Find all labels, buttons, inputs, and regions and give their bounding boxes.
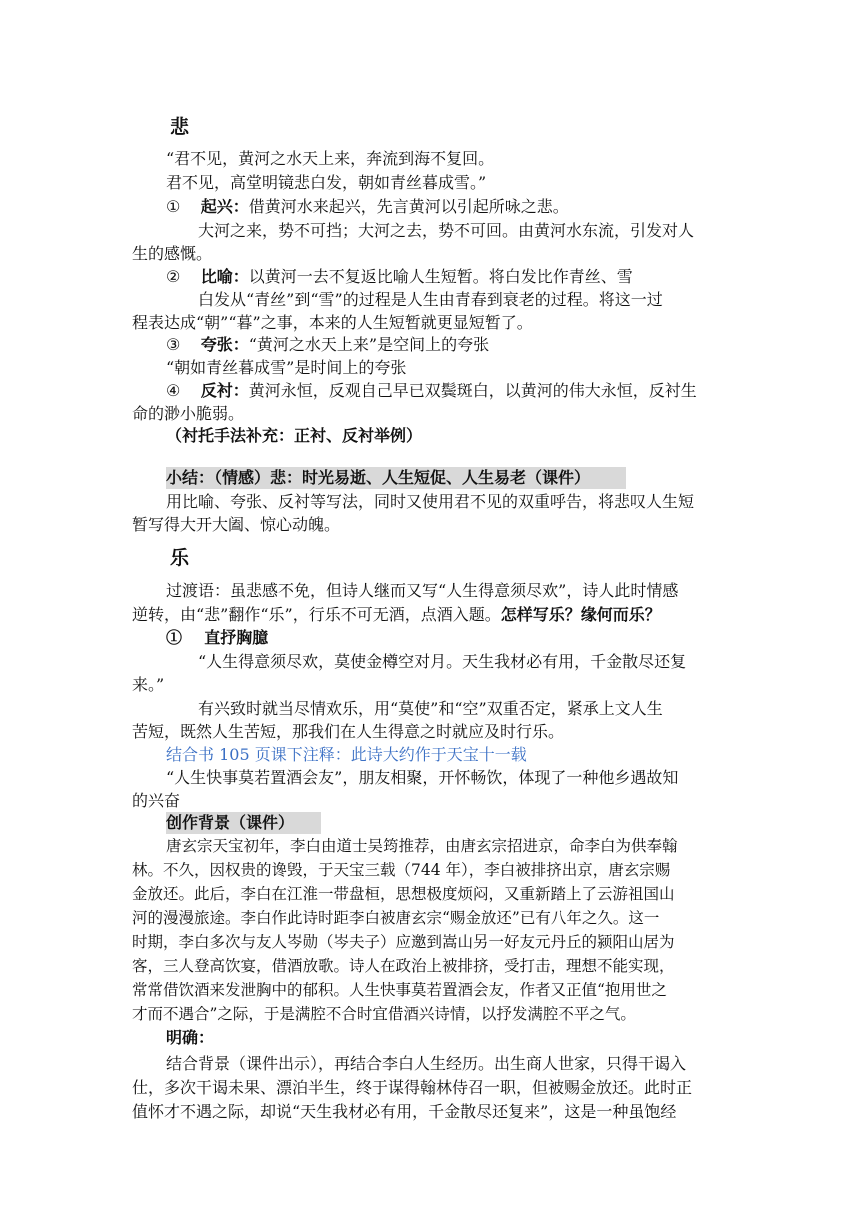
background-line: 时期，李白多次与友人岑勋（岑夫子）应邀到嵩山另一好友元丹丘的颍阳山居为 <box>132 933 675 951</box>
paragraph-line: 结合背景（课件出示），再结合李白人生经历。出生商人世家，只得干谒入 <box>166 1054 687 1073</box>
point-term: 夸张： <box>200 335 249 354</box>
background-line: 客，三人登高饮宴，借酒放歌。诗人在政治上被排挤，受打击，理想不能实现， <box>132 957 675 975</box>
paragraph-line: 值怀才不遇之际，却说“天生我材必有用，千金散尽还复来”，这是一种虽饱经 <box>132 1102 677 1121</box>
background-heading: 创作背景（课件） <box>166 812 321 834</box>
background-line: 林。不久，因权贵的谗毁，于天宝三载（744 年），李白被排挤出京，唐玄宗赐 <box>132 861 671 879</box>
point-number: ② <box>166 267 181 286</box>
paragraph-line: 生的感慨。 <box>132 244 213 263</box>
supplement-note: （衬托手法补充：正衬、反衬举例） <box>166 426 423 445</box>
point-text: 以黄河一去不复返比喻人生短暂。将白发比作青丝、雪 <box>248 267 633 286</box>
background-line: 才而不遇合”之际，于是满腔不合时宜借酒兴诗情，以抒发满腔不平之气。 <box>132 1005 636 1023</box>
point-number: ③ <box>166 335 181 354</box>
point-term: 比喻： <box>200 267 249 286</box>
textbook-note: 结合书 105 页课下注释：此诗大约作于天宝十一载 <box>166 745 527 764</box>
paragraph-line: 白发从“青丝”到“雪”的过程是人生由青春到衰老的过程。将这一过 <box>198 290 663 309</box>
clarify-heading: 明确： <box>166 1028 215 1047</box>
poem-quote-line-1: “君不见，黄河之水天上来，奔流到海不复回。 <box>166 149 495 168</box>
background-line: 唐玄宗天宝初年，李白由道士吴筠推荐，由唐玄宗招进京，命李白为供奉翰 <box>166 837 678 855</box>
point-text: “黄河之水天上来”是空间上的夸张 <box>248 335 490 354</box>
paragraph-line: 苦短，既然人生苦短，那我们在人生得意之时就应及时行乐。 <box>132 722 565 741</box>
section-heading-bei: 悲 <box>170 116 190 138</box>
background-line: 金放还。此后，李白在江淮一带盘桓，思想极度烦闷，又重新踏上了云游祖国山 <box>132 885 675 903</box>
poem-quote-line: “人生得意须尽欢，莫使金樽空对月。天生我材必有用，千金散尽还复 <box>198 652 687 671</box>
summary-heading: 小结：（情感）悲：时光易逝、人生短促、人生易老（课件） <box>166 467 626 489</box>
background-line: 河的漫漫旅途。李白作此诗时距李白被唐玄宗“赐金放还”已有八年之久。这一 <box>132 909 660 927</box>
paragraph-line: 过渡语：虽悲感不免，但诗人继而又写“人生得意须尽欢”，诗人此时情感 <box>166 581 679 600</box>
paragraph-line: 的兴奋 <box>132 791 181 810</box>
point-text: 借黄河水来起兴，先言黄河以引起所咏之悲。 <box>248 197 569 216</box>
section-heading-le: 乐 <box>170 547 190 569</box>
paragraph-line: 逆转，由“悲”翻作“乐”，行乐不可无酒，点酒入题。怎样写乐？缘何而乐？ <box>132 605 661 624</box>
paragraph-line: 有兴致时就当尽情欢乐，用“莫使”和“空”双重否定，紧承上文人生 <box>198 699 663 718</box>
paragraph-line: 大河之来，势不可挡；大河之去，势不可回。由黄河水东流，引发对人 <box>198 221 695 240</box>
point-text: 黄河永恒，反观自己早已双鬓斑白，以黄河的伟大永恒，反衬生 <box>248 381 697 400</box>
point-4-line <box>166 380 697 402</box>
point-number: ④ <box>166 381 181 400</box>
poem-quote-line-2: 君不见，高堂明镜悲白发，朝如青丝暮成雪。” <box>166 173 487 192</box>
point-term: 起兴： <box>200 197 249 216</box>
paragraph-line: “朝如青丝暮成雪”是时间上的夸张 <box>166 358 407 377</box>
point-1-line <box>166 196 569 218</box>
background-line: 常常借饮酒来发泄胸中的郁积。人生快事莫若置酒会友，作者又正值“抱用世之 <box>132 981 667 999</box>
paragraph-line: 暂写得大开大阖、惊心动魄。 <box>132 515 341 534</box>
point-1-line: ① 直抒胸臆 <box>166 628 269 647</box>
point-term: 反衬： <box>200 381 249 400</box>
poem-quote-line: 来。” <box>132 675 165 694</box>
point-number: ① <box>166 197 181 216</box>
paragraph-line: 仕，多次干谒未果、漂泊半生，终于谋得翰林侍召一职，但被赐金放还。此时正 <box>132 1078 693 1097</box>
paragraph-line: “人生快事莫若置酒会友”，朋友相聚，开怀畅饮，体现了一种他乡遇故知 <box>166 768 679 787</box>
paragraph-line: 用比喻、夸张、反衬等写法，同时又使用君不见的双重呼告，将悲叹人生短 <box>166 492 695 511</box>
point-3-line <box>166 334 489 356</box>
point-2-line <box>166 266 633 288</box>
paragraph-line: 程表达成“朝”“暮”之事，本来的人生短暂就更显短暂了。 <box>132 313 533 332</box>
paragraph-line: 命的渺小脆弱。 <box>132 404 245 423</box>
